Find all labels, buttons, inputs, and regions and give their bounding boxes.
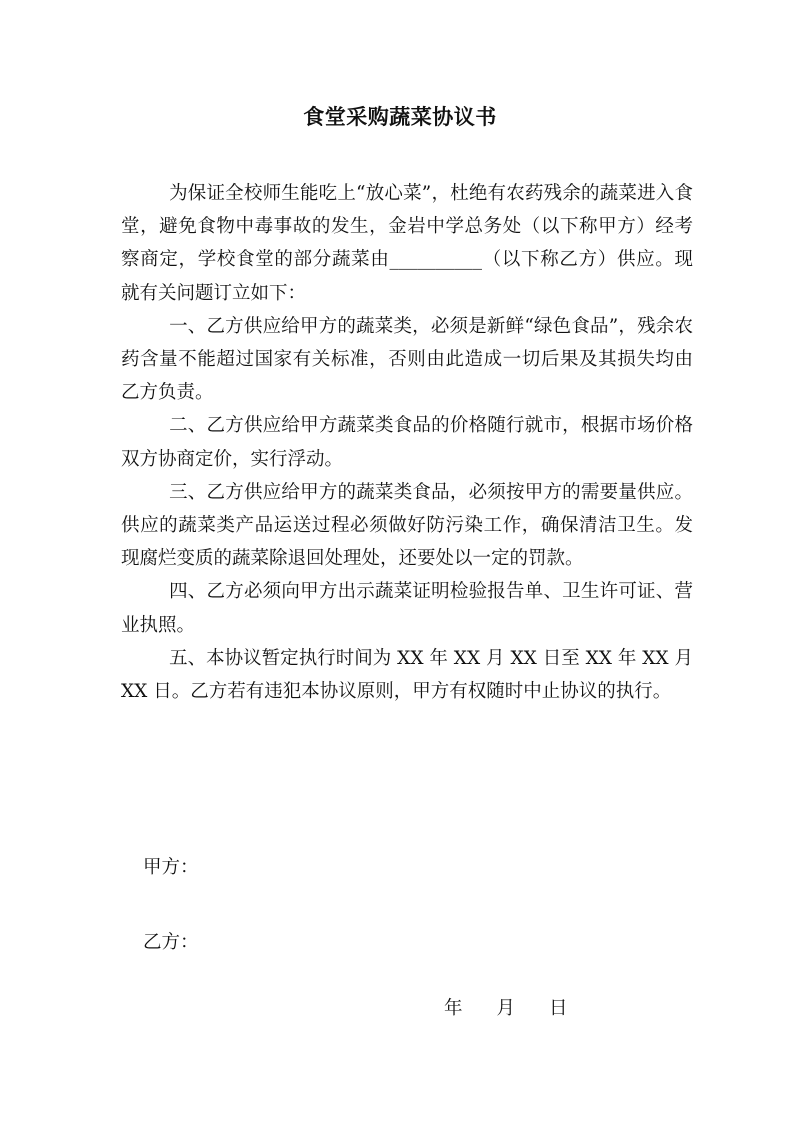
paragraph-intro: 为保证全校师生能吃上“放心菜”，杜绝有农药残余的蔬菜进入食堂，避免食物中毒事故的发生，金岩中学总务处（以下称甲方）经考察商定，学校食堂的部分蔬菜由__________（以下称乙方）供应。现就有关问题订立如下：: [121, 183, 693, 304]
party-a-signature-label: 甲方：: [143, 857, 199, 878]
paragraph-clause-2: 二、乙方供应给甲方蔬菜类食品的价格随行就市，根据市场价格双方协商定价，实行浮动。: [121, 415, 693, 470]
document-title: 食堂采购蔬菜协议书: [303, 105, 497, 129]
party-b-signature-label: 乙方：: [143, 932, 199, 953]
signature-date: [444, 994, 568, 1020]
paragraph-clause-3: 三、乙方供应给甲方的蔬菜类食品，必须按甲方的需要量供应。供应的蔬菜类产品运送过程必须做好防污染工作，确保清洁卫生。发现腐烂变质的蔬菜除退回处理处，还要处以一定的罚款。: [121, 481, 693, 570]
paragraph-clause-5: 五、本协议暂定执行时间为 XX 年 XX 月 XX 日至 XX 年 XX 月 XX 日。乙方若有违犯本协议原则，甲方有权随时中止协议的执行。: [121, 647, 693, 703]
date-month-label: 月: [496, 998, 516, 1019]
document-body: [121, 177, 693, 708]
date-day-label: 日: [549, 998, 568, 1019]
paragraph-clause-4: 四、乙方必须向甲方出示蔬菜证明检验报告单、卫生许可证、营业执照。: [121, 581, 693, 636]
date-year-label: 年: [444, 998, 463, 1019]
paragraph-clause-1: 一、乙方供应给甲方的蔬菜类，必须是新鲜“绿色食品”，残余农药含量不能超过国家有关标准，否则由此造成一切后果及其损失均由乙方负责。: [121, 315, 693, 404]
